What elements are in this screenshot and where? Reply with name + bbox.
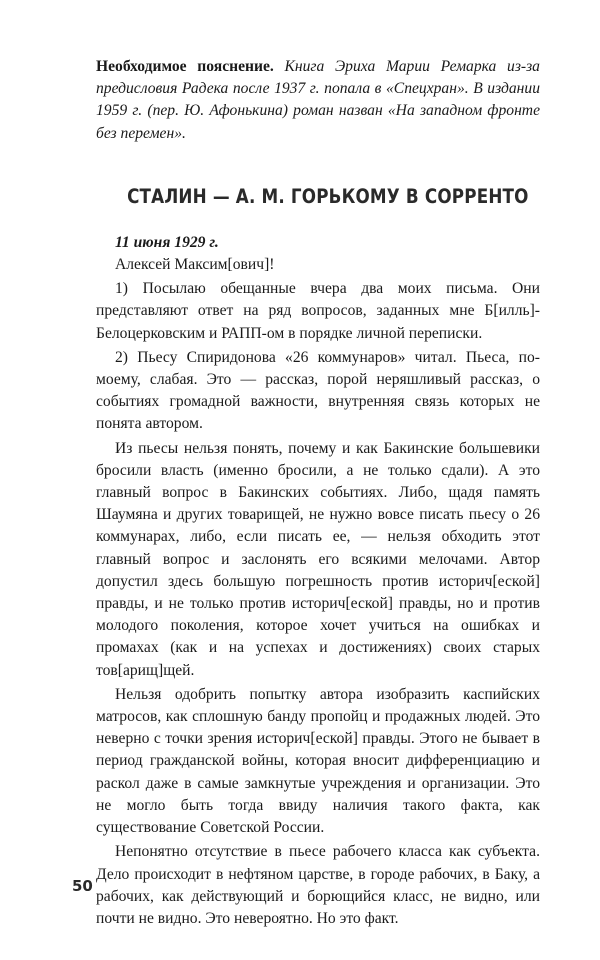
letter-date: 11 июня 1929 г. <box>115 233 219 251</box>
letter-paragraph-3: Из пьесы нельзя понять, почему и как Бакинские большевики бросили власть (именно бросили, а не только сдали). А это главный вопрос в Бакинских событиях. Либо, щадя память Шаумяна и других товарищей, не нужно вовсе писать пьесу о 26 коммунарах, либо, если писать ее, — нельзя обходить этот главный вопрос и заслонять его всякими мелочами. Автор допустил здесь большую погрешность против историч[еской] правды, и не только против историч[еской] правды, но и против молодого поколения, которое хочет учиться на ошибках и промахах (как и на успехах и достижениях) своих старых тов[арищ]щей. <box>96 439 540 679</box>
letter-greeting: Алексей Максим[ович]! <box>115 256 275 274</box>
chapter-title: СТАЛИН — А. М. ГОРЬКОМУ В СОРРЕНТО <box>127 184 529 208</box>
letter-paragraph-5: Непонятно отсутствие в пьесе рабочего класса как субъекта. Дело происходит в нефтяном царстве, в городе рабочих, в Баку, а рабочих, как действующий и борющийся класс, не видно, или почти не видно. Это невероятно. Но это факт. <box>96 843 540 927</box>
page-body <box>96 56 540 930</box>
letter-paragraph-2: 2) Пьесу Спиридонова «26 коммунаров» читал. Пьеса, по-моему, слабая. Это — рассказ, порой неряшливый рассказ, о событиях громадной важности, внутренняя связь которых не понята автором. <box>96 348 540 433</box>
editorial-note <box>96 56 540 145</box>
letter-paragraph-4: Нельзя одобрить попытку автора изобразить каспийских матросов, как сплошную банду пропойц и продажных людей. Это неверно с точки зрения историч[еской] правды. Этого не бывает в период гражданской войны, которая вносит дифференциацию и раскол даже в самые замкнутые учреждения и организации. Это не могло быть тогда ввиду наличия такого факта, как существование Советской России. <box>96 685 540 837</box>
letter-paragraph-1: 1) Посылаю обещанные вчера два моих письма. Они представляют ответ на ряд вопросов, заданных мне Б[илль]-Белоцерковским и РАПП-ом в порядке личной переписки. <box>96 280 540 342</box>
page-number: 50 <box>72 877 93 895</box>
letter <box>96 232 540 930</box>
editorial-note-text: Книга Эриха Марии Ремарка из-за предисловия Радека после 1937 г. попала в «Спецхран». В издании 1959 г. (пер. Ю. Афонькина) роман назван «На западном фронте без перемен». <box>96 58 540 142</box>
editorial-note-label: Необходимое пояснение. <box>96 58 274 75</box>
